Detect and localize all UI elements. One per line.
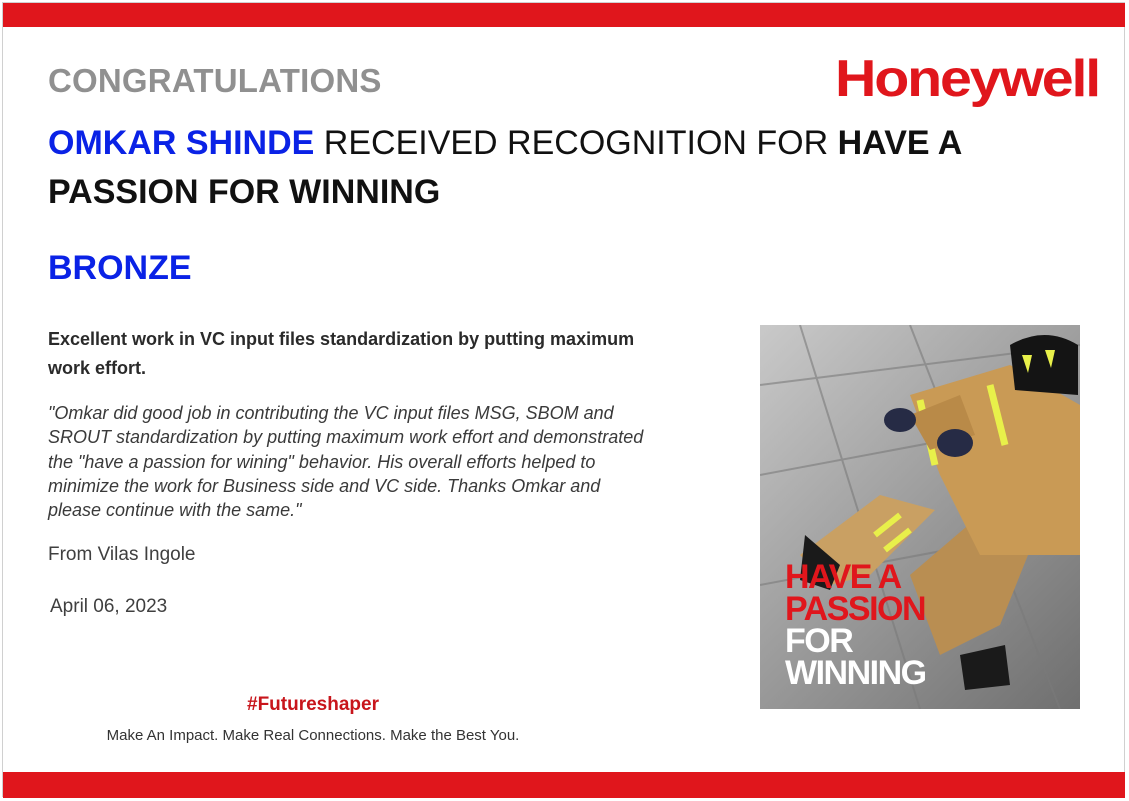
slogan-line-2: PASSION [785, 590, 926, 628]
slogan-line-3: FOR [785, 622, 853, 660]
top-red-bar [3, 3, 1125, 27]
recognition-quote: "Omkar did good job in contributing the VC input files MSG, SBOM and SROUT standardization by putting maximum work effort and demonstrated the "have a passion for wining" behavior. His overall efforts helped to minimize the work for Business side and VC side. Thanks Omkar and please continue with the same." [48, 403, 644, 521]
sender-name: From Vilas Ingole [48, 544, 196, 565]
recipient-name: OMKAR SHINDE [48, 124, 315, 162]
recognition-connector-text: RECEIVED RECOGNITION FOR [314, 124, 838, 162]
behavior-name: HAVE A PASSION FOR WINNING [48, 124, 962, 211]
award-date: April 06, 2023 [50, 596, 168, 617]
congratulations-heading: CONGRATULATIONS [48, 62, 382, 99]
honeywell-logo [833, 48, 1101, 108]
futureshaper-hashtag: #Futureshaper [247, 694, 379, 715]
slogan-line-1: HAVE A [785, 558, 901, 596]
slogan-line-4: WINNING [785, 654, 926, 692]
award-level: BRONZE [48, 249, 192, 287]
passion-for-winning-image [760, 325, 1080, 709]
bottom-red-bar [3, 772, 1125, 798]
recognition-headline [48, 119, 1058, 217]
campaign-slogan [785, 558, 926, 692]
svg-text:Honeywell: Honeywell [835, 50, 1099, 108]
footer-tagline: Make An Impact. Make Real Connections. Make the Best You. [106, 727, 520, 744]
recognition-summary: Excellent work in VC input files standardization by putting maximum work effort. [48, 329, 635, 378]
